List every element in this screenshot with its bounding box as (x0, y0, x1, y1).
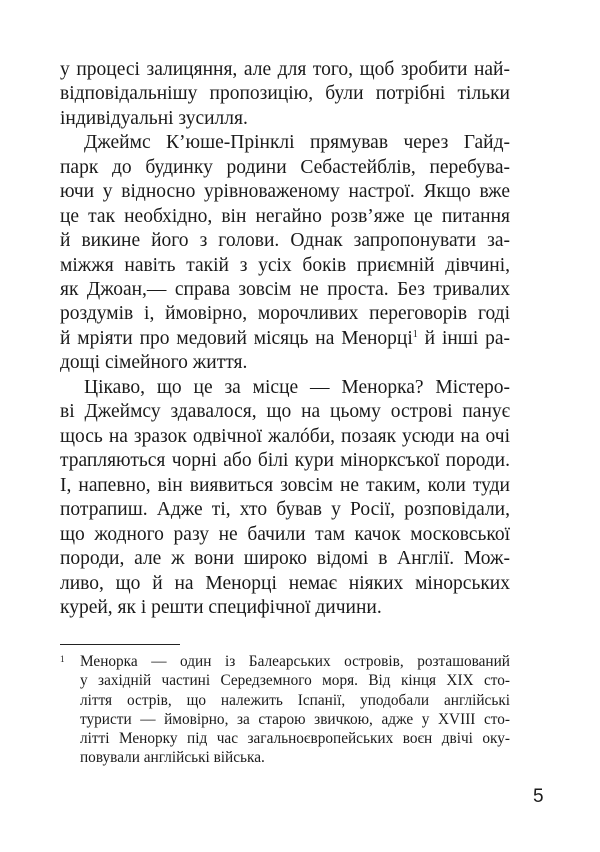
text-line: парк до будинку родини Себастейблів, перебува- (60, 156, 510, 178)
text-line: як Джоан,— справа зовсім не проста. Без тривалих (60, 278, 510, 300)
text-line: роздумів і, ймовірно, морочливих переговорів годі (60, 303, 510, 325)
text-line (60, 327, 510, 351)
footnote-divider (60, 644, 180, 645)
footnote-reference[interactable]: 1 (412, 328, 418, 340)
text-line: щось на зразок одвічної жалóби, позаяк усюди на очі (60, 425, 510, 447)
text-line: у процесі залицяння, але для того, щоб зробити най- (60, 59, 510, 80)
body-text (60, 376, 510, 620)
text-line: курей, як і решти специфічної дичини. (60, 596, 382, 618)
text-fragment: й мріяти про медовий місяць на Менорці (60, 327, 413, 349)
body-text (60, 58, 510, 376)
text-fragment: й інші ра- (417, 327, 511, 349)
text-line: й викине його з голови. Однак запропонувати за- (60, 230, 510, 252)
footnote-line: Менорка — один із Балеарських островів, розташований (80, 653, 510, 670)
text-line: ливо, що й на Менорці немає ніяких мінорських (60, 572, 510, 594)
text-line: потрапиш. Адже ті, хто бував у Росії, розповідали, (60, 499, 510, 521)
text-line: ючи у відносно урівноваженому настрої. Якщо вже (60, 181, 510, 203)
text-line: відповідальнішу пропозицію, були потрібні тільки (60, 83, 510, 105)
footnote-line: ліття острів, що належить Іспанії, уподобали англійські (80, 691, 510, 709)
footnote (80, 652, 510, 768)
text-line: Цікаво, що це за місце — Менорка? Містеро- (84, 377, 510, 398)
text-line: трапляються чорні або білі кури мінорксъкої породи. (60, 450, 510, 472)
page-number: 5 (533, 786, 544, 807)
text-line: породи, але ж вони широко відомі в Англії. Мож- (60, 548, 510, 570)
text-line: ві Джеймсу здавалося, що на цьому острові панує (60, 401, 510, 423)
text-line: це так необхідно, він негайно розв’яже це питання (60, 205, 510, 227)
footnote-line: літті Менорку під час загальноєвропейських воєн двічі оку- (80, 730, 510, 748)
footnote-line: повували англійські війська. (80, 749, 265, 767)
text-line: Джеймс К’юше-Прінклі прямував через Гайд- (84, 132, 510, 154)
text-line: дощі сімейного життя. (60, 352, 248, 374)
footnote-line: у західній частині Середземного моря. Від кінця XIX сто- (80, 672, 510, 690)
text-line: що жодного разу не бачили там качок московської (60, 523, 510, 545)
text-line: І, напевно, він виявиться зовсім не таким, коли туди (60, 474, 510, 496)
footnote-marker: 1 (60, 654, 65, 664)
text-line: міжжя навіть такій з усіх боків приємній дівчині, (60, 254, 510, 276)
footnote-line: туристи — ймовірно, за старою звичкою, адже у XVIII сто- (80, 710, 510, 728)
text-line: індивідуальні зусилля. (60, 107, 248, 129)
